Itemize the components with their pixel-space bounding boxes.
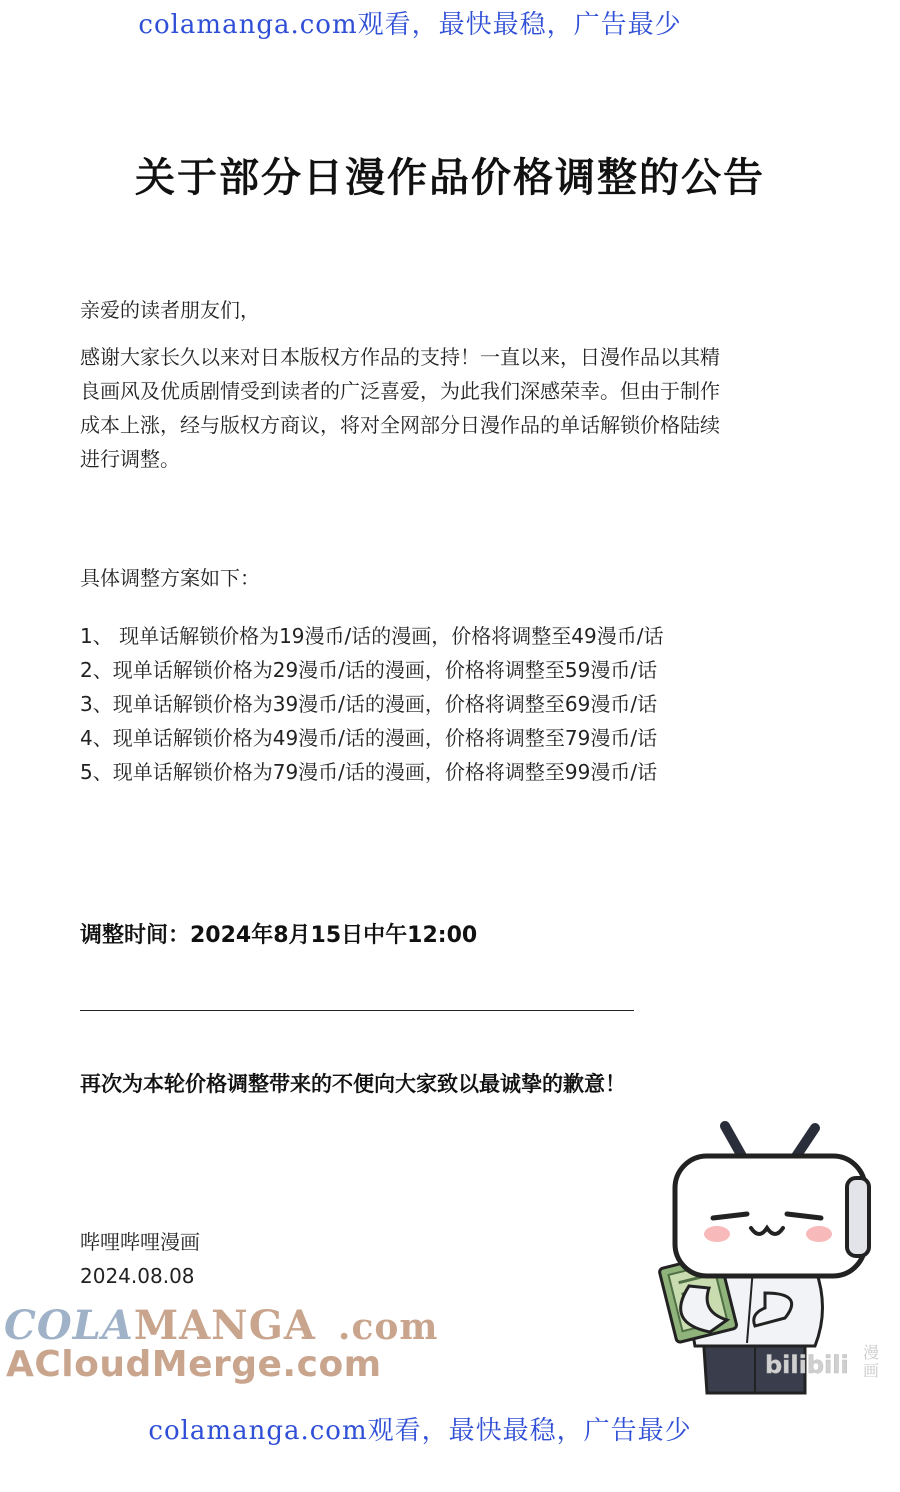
body-line: 成本上涨，经与版权方商议，将对全网部分日漫作品的单话解锁价格陆续: [80, 413, 720, 437]
adjust-time: 调整时间：2024年8月15日中午12:00: [80, 923, 478, 948]
list-item: 2、现单话解锁价格为29漫币/话的漫画，价格将调整至59漫币/话: [80, 658, 658, 682]
body-line: 良画风及优质剧情受到读者的广泛喜爱，为此我们深感荣幸。但由于制作: [80, 379, 720, 403]
tv-mascot-holding-book-icon: [655, 1118, 890, 1403]
colamanga-logo: [4, 1302, 438, 1349]
body-line: 感谢大家长久以来对日本版权方作品的支持！一直以来，日漫作品以其精: [80, 345, 720, 369]
list-item: 5、现单话解锁价格为79漫币/话的漫画，价格将调整至99漫币/话: [80, 760, 658, 784]
svg-text:漫: 漫: [863, 1343, 880, 1362]
body-line: 进行调整。: [80, 447, 180, 471]
svg-text:画: 画: [863, 1361, 880, 1380]
signature-name: 哔哩哔哩漫画: [80, 1230, 200, 1254]
logo-part-manga: MANGA: [133, 1302, 316, 1349]
page-title: 关于部分日漫作品价格调整的公告: [135, 155, 765, 201]
divider: [80, 1010, 634, 1011]
list-item: 3、现单话解锁价格为39漫币/话的漫画，价格将调整至69漫币/话: [80, 692, 658, 716]
apology-text: 再次为本轮价格调整带来的不便向大家致以最诚挚的歉意！: [80, 1072, 626, 1096]
body-paragraph: [80, 340, 810, 476]
watermark-bottom: colamanga.com观看，最快最稳，广告最少: [148, 1416, 692, 1446]
signature-date: 2024.08.08: [80, 1264, 195, 1288]
adjustment-list: [80, 619, 663, 789]
list-item: 1、 现单话解锁价格为19漫币/话的漫画，价格将调整至49漫币/话: [80, 624, 664, 648]
watermark-top: colamanga.com观看，最快最稳，广告最少: [138, 10, 682, 40]
scheme-heading: 具体调整方案如下：: [80, 566, 260, 590]
logo-part-cola: COLA: [4, 1302, 134, 1349]
greeting: 亲爱的读者朋友们，: [80, 298, 260, 322]
acloudmerge-logo: ACloudMerge.com: [6, 1344, 382, 1385]
svg-text:bilibili: bilibili: [765, 1351, 849, 1379]
logo-part-com: .com: [337, 1306, 439, 1348]
list-item: 4、现单话解锁价格为49漫币/话的漫画，价格将调整至79漫币/话: [80, 726, 658, 750]
